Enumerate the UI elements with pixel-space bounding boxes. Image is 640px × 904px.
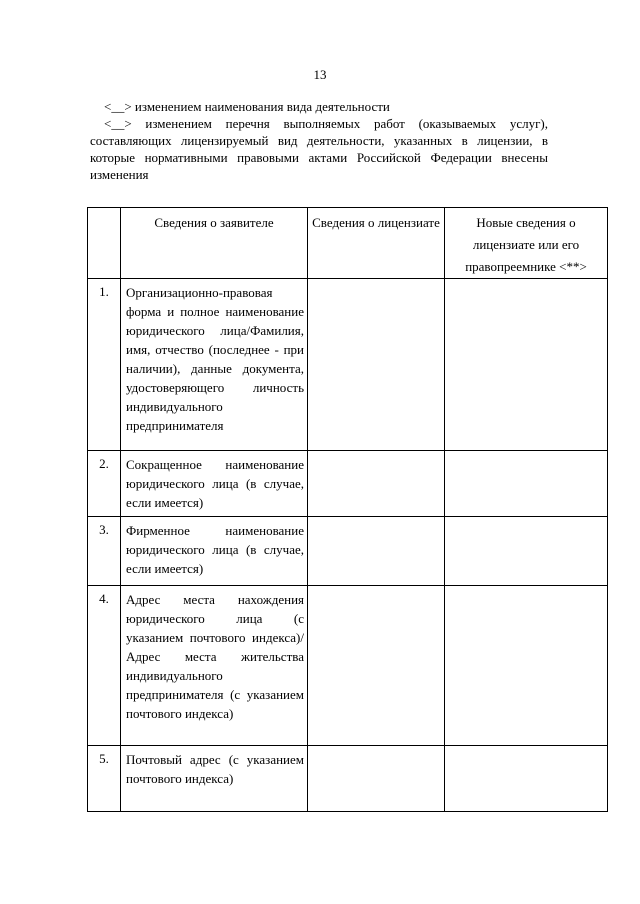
row-new-info-cell[interactable] xyxy=(445,451,608,517)
row-description-text: Адрес места нахождения юридического лица (с указанием почтового индекса)/Адрес места жительства индивидуального предпринимателя (с указанием почтового индекса) xyxy=(126,592,304,721)
row-description xyxy=(121,746,308,812)
row-number: 4. xyxy=(88,586,121,746)
table-row xyxy=(88,746,608,812)
table-row xyxy=(88,451,608,517)
row-description xyxy=(121,517,308,586)
option-activity-name-change: <__> изменением наименования вида деятельности xyxy=(104,99,390,114)
row-licensee-cell[interactable] xyxy=(308,279,445,451)
table-header-row xyxy=(88,208,608,279)
row-licensee-cell[interactable] xyxy=(308,451,445,517)
header-applicant xyxy=(121,208,308,279)
row-description xyxy=(121,451,308,517)
row-description-text: Сокращенное наименование юридического лица (в случае, если имеется) xyxy=(126,457,304,510)
row-description-text: Фирменное наименование юридического лица (в случае, если имеется) xyxy=(126,523,304,576)
row-description-text: Организационно-правовая форма и полное наименование юридического лица/Фамилия, имя, отчество (последнее - при наличии), данные документа, удостоверяющего личность индивидуального предпринимателя xyxy=(126,285,304,433)
row-description-text: Почтовый адрес (с указанием почтового индекса) xyxy=(126,752,304,786)
table-row xyxy=(88,586,608,746)
option-works-list-change: <__> изменением перечня выполняемых работ (оказываемых услуг), составляющих лицензируемый вид деятельности, указанных в лицензии, в которые нормативными правовыми актами Российской Федерации внесены изменения xyxy=(90,116,548,182)
license-changes-table xyxy=(87,207,608,812)
header-licensee xyxy=(308,208,445,279)
row-new-info-cell[interactable] xyxy=(445,517,608,586)
row-number: 1. xyxy=(88,279,121,451)
row-description xyxy=(121,586,308,746)
row-licensee-cell[interactable] xyxy=(308,586,445,746)
table-row xyxy=(88,279,608,451)
row-new-info-cell[interactable] xyxy=(445,746,608,812)
header-licensee-label: Сведения о лицензиате xyxy=(312,215,440,230)
row-number: 3. xyxy=(88,517,121,586)
row-description xyxy=(121,279,308,451)
header-new-info xyxy=(445,208,608,279)
table-row xyxy=(88,517,608,586)
page-number: 13 xyxy=(313,67,327,82)
row-new-info-cell[interactable] xyxy=(445,279,608,451)
header-applicant-label: Сведения о заявителе xyxy=(154,215,274,230)
row-number: 2. xyxy=(88,451,121,517)
header-number xyxy=(88,208,121,279)
row-licensee-cell[interactable] xyxy=(308,746,445,812)
row-licensee-cell[interactable] xyxy=(308,517,445,586)
header-new-info-label: Новые сведения о лицензиате или его правопреемнике <**> xyxy=(465,215,587,274)
change-reasons xyxy=(90,98,548,183)
row-number: 5. xyxy=(88,746,121,812)
row-new-info-cell[interactable] xyxy=(445,586,608,746)
